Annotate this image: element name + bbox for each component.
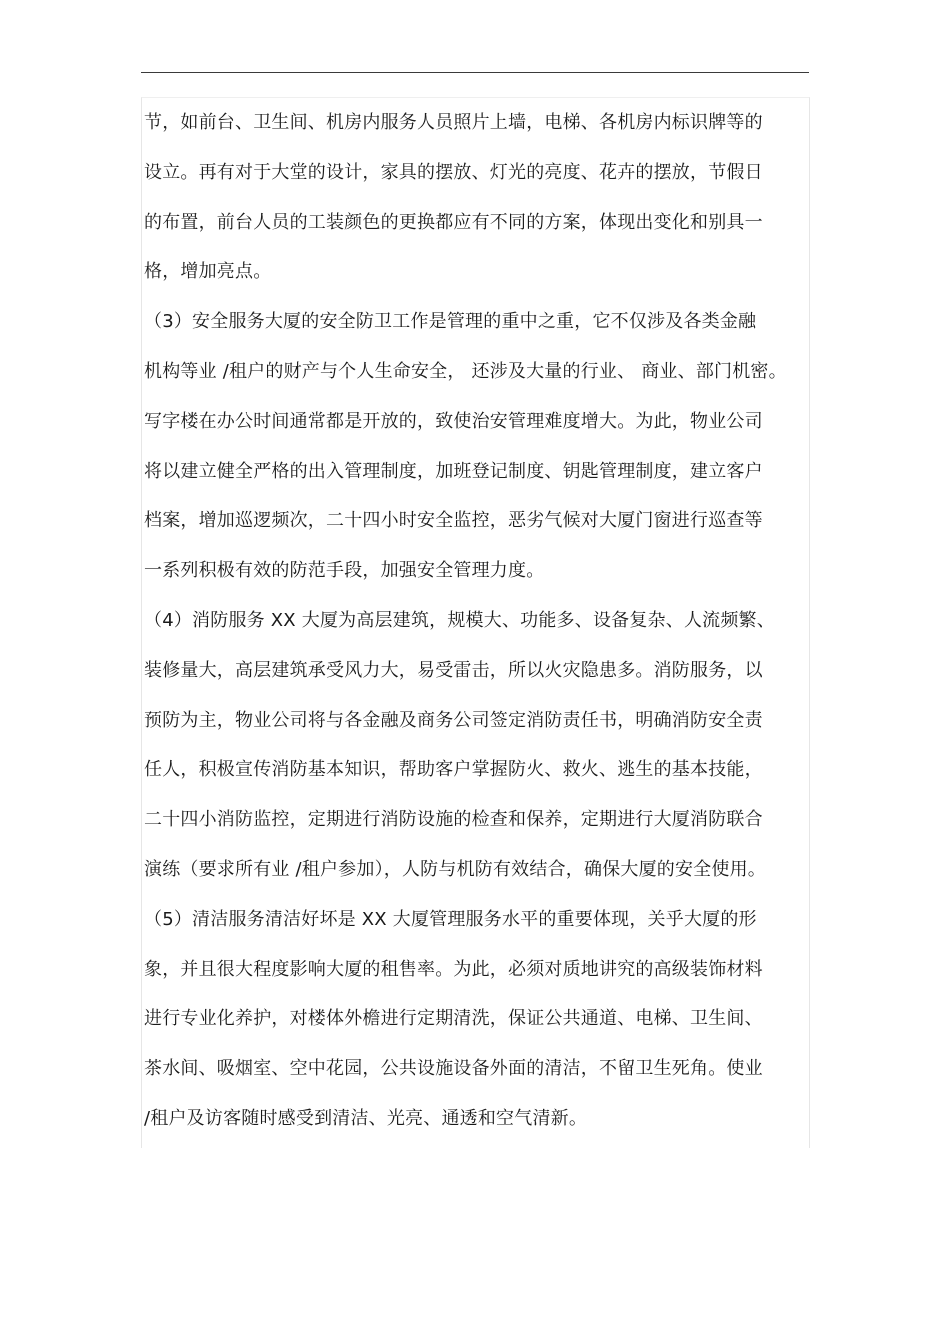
text-line: 机构等业 /租户的财产与个人生命安全， 还涉及大量的行业、 商业、部门机密。 [144,360,787,382]
text-line: 档案，增加巡逻频次，二十四小时安全监控，恶劣气候对大厦门窗进行巡查等 [144,510,763,532]
text-line: 预防为主，物业公司将与各金融及商务公司签定消防责任书，明确消防安全责 [144,709,763,731]
text-line: 格，增加亮点。 [144,261,272,283]
text-line: 的布置，前台人员的工装颜色的更换都应有不同的方案，体现出变化和别具一 [144,211,763,233]
text-line: 二十四小消防监控，定期进行消防设施的检查和保养，定期进行大厦消防联合 [144,809,763,831]
text-line: 一系列积极有效的防范手段，加强安全管理力度。 [144,560,545,582]
text-line: 象，并且很大程度影响大厦的租售率。为此，必须对质地讲究的高级装饰材料 [144,958,763,980]
document-body [144,98,804,1144]
text-line: （4）消防服务 XX 大厦为高层建筑，规模大、功能多、设备复杂、人流频繁、 [144,609,775,631]
header-rule [141,72,809,73]
text-line: （5）清洁服务清洁好坏是 XX 大厦管理服务水平的重要体现，关乎大厦的形 [144,908,757,930]
text-line: 设立。再有对于大堂的设计，家具的摆放、灯光的亮度、花卉的摆放，节假日 [144,161,763,183]
text-line: 写字楼在办公时间通常都是开放的，致使治安管理难度增大。为此，物业公司 [144,410,763,432]
text-line: /租户及访客随时感受到清洁、光亮、通透和空气清新。 [144,1107,588,1129]
text-line: 将以建立健全严格的出入管理制度，加班登记制度、钥匙管理制度，建立客户 [144,460,763,482]
text-line: 茶水间、吸烟室、空中花园，公共设施设备外面的清洁，不留卫生死角。使业 [144,1058,763,1080]
text-line: （3）安全服务大厦的安全防卫工作是管理的重中之重，它不仅涉及各类金融 [144,311,757,333]
text-line: 演练（要求所有业 /租户参加），人防与机防有效结合，确保大厦的安全使用。 [144,858,766,880]
text-line: 节，如前台、卫生间、机房内服务人员照片上墙，电梯、各机房内标识牌等的 [144,112,763,133]
text-line: 进行专业化养护，对楼体外檐进行定期清洗，保证公共通道、电梯、卫生间、 [144,1008,763,1030]
text-line: 任人，积极宣传消防基本知识，帮助客户掌握防火、救火、逃生的基本技能， [144,759,763,781]
text-line: 装修量大，高层建筑承受风力大，易受雷击，所以火灾隐患多。消防服务，以 [144,659,763,681]
